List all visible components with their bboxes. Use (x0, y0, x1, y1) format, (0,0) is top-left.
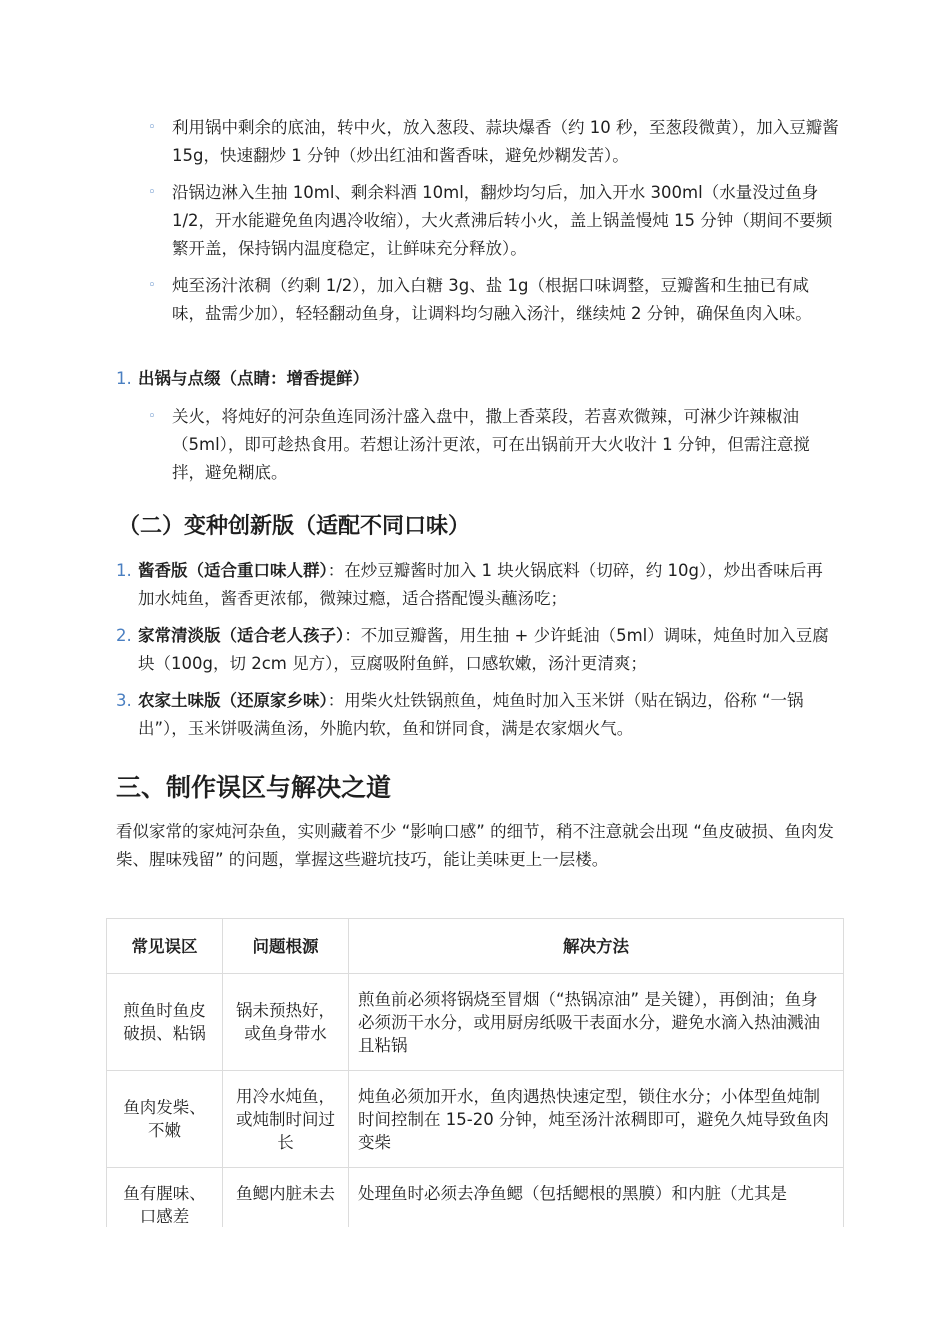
mistakes-table-wrapper (100, 910, 860, 1227)
bullet-icon: ◦ (148, 409, 156, 424)
step-sub-item: 关火，将炖好的河杂鱼连同汤汁盛入盘中，撒上香菜段，若喜欢微辣，可淋少许辣椒油（5ml），即可趁热食用。若想让汤汁更浓，可在出锅前开大火收汁 1 分钟，但需注意搅拌，避免糊底。 (172, 407, 810, 482)
variant-item-2 (138, 622, 838, 678)
table-header-cell: 问题根源 (223, 919, 349, 974)
bullet-icon: ◦ (148, 278, 156, 293)
table-cell-cause: 鱼鳃内脏未去 (223, 1168, 349, 1228)
table-cell-solution: 炖鱼必须加开水，鱼肉遇热快速定型，锁住水分；小体型鱼炖制时间控制在 15-20 分钟，炖至汤汁浓稠即可，避免久炖导致鱼肉变柴 (349, 1071, 844, 1168)
table-row (107, 974, 844, 1071)
table-header-cell: 常见误区 (107, 919, 223, 974)
table-cell-mistake: 鱼有腥味、口感差 (107, 1168, 223, 1228)
variant-number: 1. (116, 561, 132, 580)
mistakes-intro: 看似家常的家炖河杂鱼，实则藏着不少 “影响口感” 的细节，稍不注意就会出现 “鱼皮破损、鱼肉发柴、腥味残留” 的问题，掌握这些避坑技巧，能让美味更上一层楼。 (116, 822, 834, 869)
sub-item-1: 利用锅中剩余的底油，转中火，放入葱段、蒜块爆香（约 10 秒，至葱段微黄），加入豆瓣酱 15g，快速翻炒 1 分钟（炒出红油和酱香味，避免炒糊发苦）。 (172, 118, 839, 165)
variant-text: ：在炒豆瓣酱时加入 1 块火锅底料（切碎，约 10g），炒出香味后再加水炖鱼，酱香更浓郁，微辣过瘾，适合搭配馒头蘸汤吃； (138, 561, 823, 608)
table-header-cell: 解决方法 (349, 919, 844, 974)
table-header-row (107, 919, 844, 974)
variant-title: 家常清淡版（适合老人孩子） (138, 626, 345, 645)
variant-text: ：用柴火灶铁锅煎鱼，炖鱼时加入玉米饼（贴在锅边，俗称 “一锅出”），玉米饼吸满鱼汤，外脆内软，鱼和饼同食，满是农家烟火气。 (138, 691, 804, 738)
sub-item-2: 沿锅边淋入生抽 10ml、剩余料酒 10ml，翻炒均匀后，加入开水 300ml（水量没过鱼身 1/2，开水能避免鱼肉遇冷收缩），大火煮沸后转小火，盖上锅盖慢炖 15 分钟（期间不要频繁开盖，保持锅内温度稳定，让鲜味充分释放）。 (172, 183, 833, 258)
table-cell-cause: 锅未预热好，或鱼身带水 (223, 974, 349, 1071)
variant-title: 农家土味版（还原家乡味） (138, 691, 328, 710)
variant-item-3 (138, 687, 838, 743)
section-heading-variants: （二）变种创新版（适配不同口味） (118, 514, 471, 539)
step-number: 1. (116, 369, 132, 388)
table-cell-cause: 用冷水炖鱼，或炖制时间过长 (223, 1071, 349, 1168)
table-cell-solution: 煎鱼前必须将锅烧至冒烟（“热锅凉油” 是关键），再倒油；鱼身必须沥干水分，或用厨房纸吸干表面水分，避免水滴入热油溅油且粘锅 (349, 974, 844, 1071)
variant-number: 2. (116, 626, 132, 645)
table-cell-solution: 处理鱼时必须去净鱼鳃（包括鳃根的黑膜）和内脏（尤其是 (349, 1168, 844, 1228)
variant-number: 3. (116, 691, 132, 710)
section-heading-mistakes: 三、制作误区与解决之道 (116, 773, 392, 802)
table-row (107, 1168, 844, 1228)
variant-text: ：不加豆瓣酱，用生抽 + 少许蚝油（5ml）调味，炖鱼时加入豆腐块（100g，切 2cm 见方），豆腐吸附鱼鲜，口感软嫩，汤汁更清爽； (138, 626, 829, 673)
mistakes-table (106, 918, 844, 1227)
bullet-icon: ◦ (148, 185, 156, 200)
bullet-icon: ◦ (148, 120, 156, 135)
variant-title: 酱香版（适合重口味人群） (138, 561, 328, 580)
step-title (138, 365, 838, 393)
table-cell-mistake: 鱼肉发柴、不嫩 (107, 1071, 223, 1168)
variant-item-1 (138, 557, 838, 613)
step-title-text: 出锅与点缀（点睛：增香提鲜） (138, 369, 369, 388)
table-cell-mistake: 煎鱼时鱼皮破损、粘锅 (107, 974, 223, 1071)
table-row (107, 1071, 844, 1168)
sub-item-3: 炖至汤汁浓稠（约剩 1/2），加入白糖 3g、盐 1g（根据口味调整，豆瓣酱和生抽已有咸味，盐需少加），轻轻翻动鱼身，让调料均匀融入汤汁，继续炖 2 分钟，确保鱼肉入味。 (172, 276, 812, 323)
